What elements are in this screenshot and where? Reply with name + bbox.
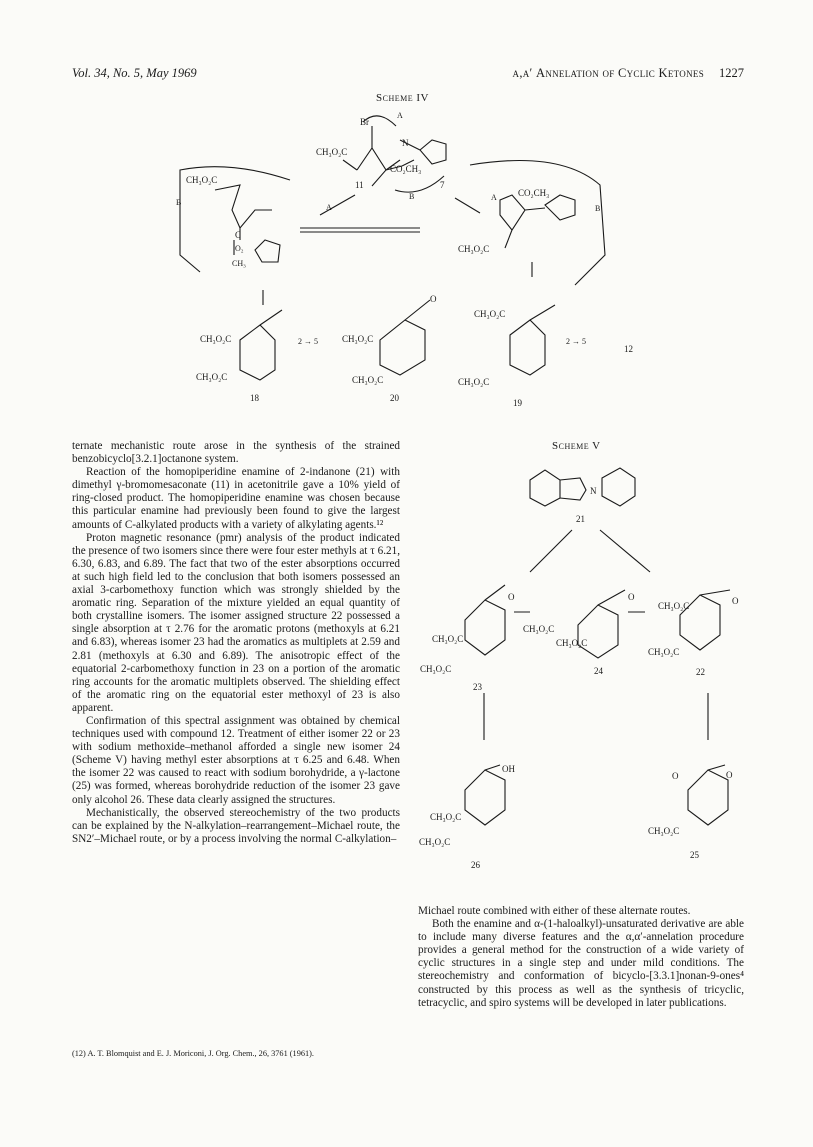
label-br: Br (360, 117, 369, 127)
label-left-me: CH₃O₂C (186, 175, 218, 185)
label-25-me: CH₃O₂C (648, 826, 680, 836)
label-co2ch3-top: CO₂CH₃ (390, 164, 422, 174)
left-paragraph-2: Reaction of the homopiperidine enamine of 2-indanone (21) with dimethyl γ-bromomesaconate (11) in acetonitrile gave a 10% yield of ring-closed product. The homopiperidine enamine was chosen because this particular enamine had previously been found to give the largest amounts of C-alkylated products with a variety of alkylating agents.¹² (72, 466, 400, 531)
label-22-a: CH₃O₂C (658, 601, 690, 611)
left-paragraph-5: Mechanistically, the observed stereochemistry of the two products can be explained by the N-alkylation–rearrangement–Michael route, the SN2′–Michael route, or by a process involving the normal C-alkylation– (72, 806, 400, 845)
label-23-b: CH₃O₂C (420, 664, 452, 674)
label-19-bot: CH₃O₂C (458, 377, 490, 387)
compound-26 (419, 764, 515, 870)
label-26-b: CH₃O₂C (419, 837, 451, 847)
label-20-top: CH₃O₂C (342, 334, 374, 344)
label-25-o-a: O (672, 771, 679, 781)
scheme-iv-title: Scheme IV (376, 92, 429, 104)
label-20-o: O (430, 294, 437, 304)
right-column (418, 905, 744, 1010)
label-a-top: A (397, 111, 403, 120)
article-title: α,α′ Annelation of Cyclic Ketones (512, 66, 704, 80)
label-24: 24 (594, 666, 603, 676)
label-7: 7 (440, 180, 445, 190)
label-26-a: CH₃O₂C (430, 812, 462, 822)
footnote-12: (12) A. T. Blomquist and E. J. Moriconi, J. Org. Chem., 26, 3761 (1961). (72, 1049, 314, 1058)
page-number: 1227 (719, 66, 744, 80)
label-18: 18 (250, 393, 259, 403)
arrow-label-1: 2 → 5 (298, 337, 318, 346)
label-26: 26 (471, 860, 480, 870)
vertical-arrows (484, 693, 708, 740)
label-22: 22 (696, 667, 705, 677)
label-n-top: N (402, 138, 409, 148)
label-21: 21 (576, 514, 585, 524)
label-21-n: N (590, 486, 597, 496)
compound-22 (648, 590, 739, 677)
label-19-top: CH₃O₂C (474, 309, 506, 319)
label-left-o2: O₂ (235, 244, 244, 253)
label-23: 23 (473, 682, 482, 692)
label-22-o: O (732, 596, 739, 606)
arrow-label-2: 2 → 5 (566, 337, 586, 346)
compound-24 (523, 590, 635, 676)
label-me-top: CH₃O₂C (316, 147, 348, 157)
left-paragraph-4: Confirmation of this spectral assignment was obtained by chemical techniques used with compound 12. Treatment of either isomer 22 or 23 with sodium methoxide–methanol afforded a single new isomer 24 (Scheme V) having methyl ester absorptions at τ 6.25 and 6.48. When the isomer 22 was caused to react with sodium borohydride, a γ-lactone (25) was formed, whereas borohydride reduction of the isomer 23 gave only alcohol 26. These data clearly assigned the structures. (72, 714, 400, 806)
right-paragraph-2: Both the enamine and α-(1-haloalkyl)-unsaturated derivative are able to include many diverse features and the α,α′-annelation procedure provides a general method for the construction of a wide variety of cyclic structures in a single step and under mild conditions. The stereochemistry and conformation of bicyclo-[3.3.1]nonan-9-ones⁴ constructed by this process as well as the synthesis of tricyclic, tetracyclic, and spiro systems will be developed in later publications. (418, 918, 744, 1009)
label-20-bot: CH₃O₂C (352, 375, 384, 385)
label-24-a: CH₃O₂C (523, 624, 555, 634)
compound-21 (530, 468, 635, 524)
label-24-o: O (628, 592, 635, 602)
label-18-bot: CH₃O₂C (196, 372, 228, 382)
compound-23 (420, 585, 515, 692)
scheme-v-arrows (530, 530, 650, 572)
compound-25 (648, 765, 733, 860)
right-paragraph-1: Michael route combined with either of these alternate routes. (418, 905, 691, 917)
label-26-oh: OH (502, 764, 515, 774)
label-left-b: B (176, 198, 182, 207)
journal-citation: Vol. 34, No. 5, May 1969 (72, 66, 197, 80)
label-right-me: CH₃O₂C (458, 244, 490, 254)
label-left-c: C (235, 230, 242, 240)
label-19: 19 (513, 398, 522, 408)
label-b-mid: B (409, 192, 415, 201)
label-23-a: CH₃O₂C (432, 634, 464, 644)
label-right-co2ch3: CO₂CH₃ (518, 188, 550, 198)
left-paragraph-1: ternate mechanistic route arose in the synthesis of the strained benzobicyclo[3.2.1]octanone system. (72, 440, 400, 466)
scheme-v-title: Scheme V (552, 440, 601, 452)
label-22-b: CH₃O₂C (648, 647, 680, 657)
label-left-ch3: CH₃ (232, 259, 246, 268)
left-paragraph-3: Proton magnetic resonance (pmr) analysis of the product indicated the presence of two isomers since there were four ester methyls at τ 6.21, 6.30, 6.83, and 6.89. The fact that two of the ester absorptions occurred at such high field led to the conclusion that both isomers possessed an axial 3-carbomethoxy function which was strongly shielded by the aromatic ring. Separation of the mixture yielded an equal quantity of both crystalline isomers. The isomer assigned structure 22 possessed a single absorption at τ 2.76 for the aromatic protons (methoxyls at 6.21 and 6.83), whereas isomer 23 had the aromatics as multiplets at 2.59 and 2.81 (methoxyls at 6.30 and 6.89). The anisotropic effect of the equatorial 2-carbomethoxy function in 23 on a portion of the aromatic ring accounts for the aromatic multiplets observed. The shielding effect of the aromatic ring on the equatorial ester methoxyl of 23 is also apparent. (72, 531, 400, 714)
label-23-o: O (508, 592, 515, 602)
label-18-top: CH₃O₂C (200, 334, 232, 344)
label-25-o-b: O (726, 770, 733, 780)
label-12: 12 (624, 344, 633, 354)
left-column (72, 440, 400, 846)
label-11: 11 (355, 180, 364, 190)
label-right-a: A (491, 193, 497, 202)
label-right-b: B (595, 204, 601, 213)
label-24-b: CH₃O₂C (556, 638, 588, 648)
label-20: 20 (390, 393, 399, 403)
label-left-a: A (326, 203, 332, 212)
label-25: 25 (690, 850, 699, 860)
